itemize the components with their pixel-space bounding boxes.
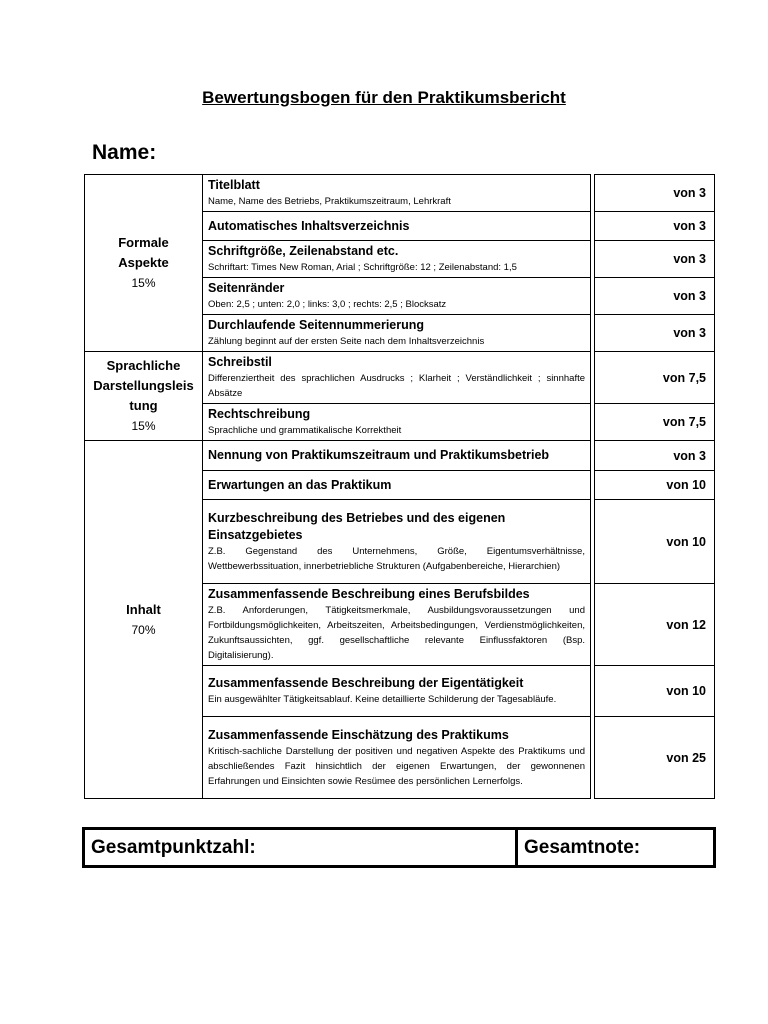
category-name: Inhalt bbox=[126, 601, 161, 617]
criterion-cell bbox=[203, 441, 591, 471]
criterion-title: Erwartungen an das Praktikum bbox=[208, 477, 392, 492]
name-label: Name: bbox=[92, 141, 157, 164]
grading-table bbox=[84, 174, 715, 799]
criterion-cell bbox=[203, 584, 591, 666]
points-cell: von 3 bbox=[595, 278, 715, 315]
criterion-cell bbox=[203, 241, 591, 278]
criterion-title: Schriftgröße, Zeilenabstand etc. bbox=[208, 244, 399, 258]
points-cell: von 3 bbox=[595, 175, 715, 212]
criterion-cell bbox=[203, 500, 591, 584]
criterion-title: Zusammenfassende Beschreibung eines Berufsbildes bbox=[208, 587, 530, 601]
points-cell: von 25 bbox=[595, 717, 715, 799]
total-box bbox=[82, 827, 716, 868]
criterion-title: Automatisches Inhaltsverzeichnis bbox=[208, 218, 410, 233]
table-row bbox=[85, 352, 715, 404]
criterion-description: Oben: 2,5 ; unten: 2,0 ; links: 3,0 ; rechts: 2,5 ; Blocksatz bbox=[208, 299, 447, 310]
points-cell: von 3 bbox=[595, 441, 715, 471]
criterion-title: Durchlaufende Seitennummerierung bbox=[208, 318, 425, 332]
category-name: Darstellungsleis bbox=[93, 378, 194, 393]
criterion-title: Seitenränder bbox=[208, 281, 285, 295]
category-name: Aspekte bbox=[118, 255, 169, 270]
points-cell: von 10 bbox=[595, 666, 715, 717]
category-percent: 70% bbox=[131, 622, 156, 637]
category-formal bbox=[85, 175, 203, 352]
criterion-title: Kurzbeschreibung des Betriebes und des eigenen Einsatzgebietes bbox=[208, 510, 506, 542]
category-name: Formale bbox=[118, 235, 169, 250]
points-cell: von 7,5 bbox=[595, 404, 715, 441]
total-points-field[interactable]: Gesamtpunktzahl: bbox=[85, 830, 518, 865]
criterion-cell bbox=[203, 278, 591, 315]
criterion-cell bbox=[203, 352, 591, 404]
criterion-description: Zählung beginnt auf der ersten Seite nach dem Inhaltsverzeichnis bbox=[208, 336, 485, 347]
criterion-title: Rechtschreibung bbox=[208, 407, 311, 421]
criterion-title: Schreibstil bbox=[208, 355, 272, 369]
total-grade-field[interactable]: Gesamtnote: bbox=[524, 837, 641, 858]
category-name: Sprachliche bbox=[106, 358, 181, 373]
criterion-description: Differenziertheit des sprachlichen Ausdrucks ; Klarheit ; Verständlichkeit ; sinnhafte Absätze bbox=[208, 373, 585, 399]
criterion-cell bbox=[203, 315, 591, 352]
points-cell: von 10 bbox=[595, 471, 715, 500]
criterion-title: Zusammenfassende Einschätzung des Praktikums bbox=[208, 727, 509, 742]
table-row bbox=[85, 175, 715, 212]
category-percent: 15% bbox=[131, 419, 156, 433]
criterion-description: Kritisch-sachliche Darstellung der positiven und negativen Aspekte des Praktikums und abschließendes Fazit hinsichtlich der eigenen Erwartungen, der gewonnenen Erfahrungen und Einsichten sowie Resümee des persönlichen Lernerfolgs. bbox=[208, 745, 585, 787]
criterion-cell bbox=[203, 212, 591, 241]
criterion-cell bbox=[203, 404, 591, 441]
category-percent: 15% bbox=[131, 276, 156, 290]
points-cell: von 12 bbox=[595, 584, 715, 666]
criterion-title: Titelblatt bbox=[208, 178, 260, 192]
points-cell: von 7,5 bbox=[595, 352, 715, 404]
points-cell: von 10 bbox=[595, 500, 715, 584]
category-language bbox=[85, 352, 203, 441]
table-row bbox=[85, 441, 715, 471]
criterion-description: Z.B. Anforderungen, Tätigkeitsmerkmale, Ausbildungsvoraussetzungen und Fortbildungsmöglichkeiten, Arbeitszeiten, Arbeitsbedingungen, Verdienstmöglichkeiten, Zukunftsaussichten, ggf. gesellschaftliche relevante Einflussfaktoren (Bsp. Digitalisierung). bbox=[208, 605, 585, 661]
points-cell: von 3 bbox=[595, 241, 715, 278]
criterion-title: Zusammenfassende Beschreibung der Eigentätigkeit bbox=[208, 676, 524, 690]
category-content bbox=[85, 441, 203, 799]
criterion-description: Ein ausgewählter Tätigkeitsablauf. Keine detaillierte Schilderung der Tagesabläufe. bbox=[208, 694, 557, 705]
points-cell: von 3 bbox=[595, 315, 715, 352]
criterion-description: Sprachliche und grammatikalische Korrektheit bbox=[208, 425, 402, 436]
criterion-cell bbox=[203, 471, 591, 500]
criterion-cell bbox=[203, 717, 591, 799]
criterion-description: Schriftart: Times New Roman, Arial ; Schriftgröße: 12 ; Zeilenabstand: 1,5 bbox=[208, 262, 517, 273]
criterion-cell bbox=[203, 666, 591, 717]
points-cell: von 3 bbox=[595, 212, 715, 241]
category-name: tung bbox=[129, 398, 158, 413]
criterion-cell bbox=[203, 175, 591, 212]
criterion-description: Name, Name des Betriebs, Praktikumszeitraum, Lehrkraft bbox=[208, 196, 451, 207]
page-title: Bewertungsbogen für den Praktikumsbericht bbox=[202, 88, 566, 107]
criterion-description: Z.B. Gegenstand des Unternehmens, Größe, Eigentumsverhältnisse, Wettbewerbssituation, innerbetriebliche Strukturen (Aufgabenbereiche, Hierarchien) bbox=[208, 545, 585, 572]
criterion-title: Nennung von Praktikumszeitraum und Praktikumsbetrieb bbox=[208, 448, 550, 462]
